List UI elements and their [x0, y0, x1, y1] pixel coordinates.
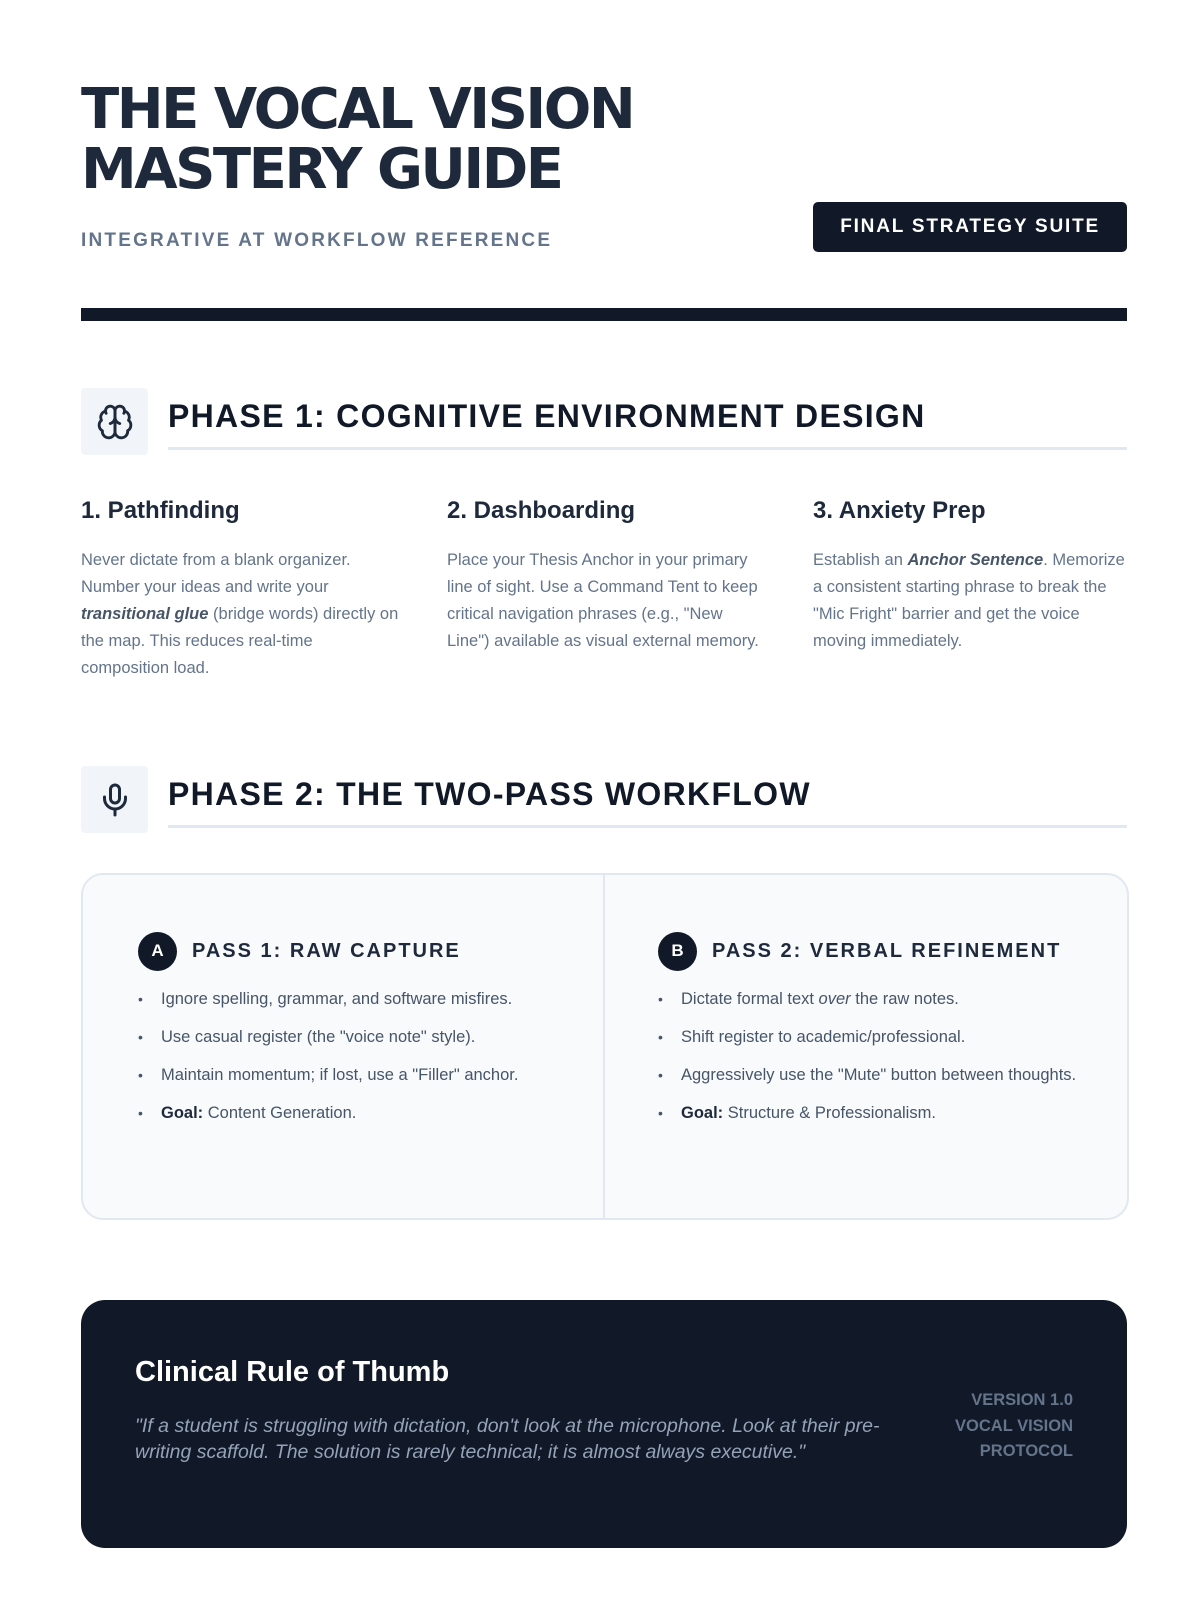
pass-2-header — [658, 931, 1078, 971]
pathfinding-heading: 1. Pathfinding — [81, 497, 240, 524]
microphone-icon — [81, 766, 148, 833]
two-pass-workflow-card — [81, 873, 1129, 1220]
page-subtitle: INTEGRATIVE AT WORKFLOW REFERENCE — [81, 230, 553, 251]
list-item — [138, 1101, 558, 1126]
pass-1-panel — [138, 931, 558, 1139]
list-item-emphasis: over — [818, 990, 851, 1008]
goal-label: Goal: — [681, 1104, 724, 1122]
header-divider — [81, 308, 1127, 321]
goal-label: Goal: — [161, 1104, 204, 1122]
title-line-2: MASTERY GUIDE — [81, 137, 562, 202]
dashboarding-text: Place your Thesis Anchor in your primary line of sight. Use a Command Tent to keep critical navigation phrases (e.g., "New Line") available as visual external memory. — [447, 551, 759, 650]
goal-text: Content Generation. — [203, 1104, 357, 1122]
list-item — [138, 1063, 558, 1088]
list-item — [138, 987, 558, 1012]
pathfinding-text — [81, 547, 399, 682]
phase-1-underline — [168, 447, 1127, 450]
bullet-icon: • — [658, 1029, 663, 1045]
strategy-suite-badge[interactable]: FINAL STRATEGY SUITE — [813, 202, 1127, 252]
list-item-text: Shift register to academic/professional. — [681, 1028, 966, 1046]
list-item — [658, 1025, 1078, 1050]
bullet-icon: • — [658, 991, 663, 1007]
list-item-text: Maintain momentum; if lost, use a "Filler" anchor. — [161, 1066, 519, 1084]
phase-2-heading — [81, 766, 1127, 834]
version-line: VERSION 1.0 — [971, 1391, 1073, 1409]
rule-of-thumb-callout — [81, 1300, 1127, 1548]
list-item — [658, 1063, 1078, 1088]
pass-b-marker: B — [658, 932, 697, 971]
dashboarding-heading: 2. Dashboarding — [447, 497, 636, 524]
anxiety-prep-column — [813, 497, 1131, 655]
pathfinding-emphasis: transitional glue — [81, 605, 209, 623]
list-item — [138, 1025, 558, 1050]
list-item-text: Aggressively use the "Mute" button between thoughts. — [681, 1066, 1077, 1084]
phase-1-heading — [81, 388, 1127, 456]
anxiety-prep-text-part2: . Memorize a consistent starting phrase to break the "Mic Fright" barrier and get the voice moving immediately. — [813, 551, 1125, 650]
bullet-icon: • — [138, 1105, 143, 1121]
list-item-text: Use casual register (the "voice note" style). — [161, 1028, 476, 1046]
pathfinding-text-part1: Never dictate from a blank organizer. Number your ideas and write your — [81, 551, 351, 596]
bullet-icon: • — [658, 1105, 663, 1121]
workflow-divider — [603, 875, 605, 1218]
pathfinding-text-part2: (bridge words) directly on the map. This reduces real-time composition load. — [81, 605, 399, 677]
anxiety-prep-text — [813, 547, 1131, 655]
anxiety-prep-text-part1: Establish an — [813, 551, 908, 569]
phase-1-title: PHASE 1: COGNITIVE ENVIRONMENT DESIGN — [168, 398, 926, 434]
page-title — [81, 77, 1127, 202]
title-line-1: THE VOCAL VISION — [81, 77, 634, 142]
bullet-icon: • — [658, 1067, 663, 1083]
pass-a-marker: A — [138, 932, 177, 971]
header — [81, 77, 1127, 320]
pass-2-list — [658, 987, 1078, 1126]
dashboarding-column — [447, 497, 765, 655]
version-label — [913, 1388, 1073, 1465]
callout-title: Clinical Rule of Thumb — [135, 1356, 450, 1388]
version-line: VOCAL VISION — [955, 1416, 1073, 1435]
goal-text: Structure & Professionalism. — [723, 1104, 936, 1122]
pass-2-title: PASS 2: VERBAL REFINEMENT — [712, 939, 1062, 962]
list-item — [658, 1101, 1078, 1126]
anxiety-prep-emphasis: Anchor Sentence — [907, 551, 1044, 569]
version-line: PROTOCOL — [979, 1442, 1073, 1460]
bullet-icon: • — [138, 1029, 143, 1045]
list-item-text: the raw notes. — [850, 990, 959, 1008]
list-item-text: Dictate formal text — [681, 990, 819, 1008]
bullet-icon: • — [138, 991, 143, 1007]
pass-1-header — [138, 931, 558, 971]
callout-quote: "If a student is struggling with dictation, don't look at the microphone. Look at their pre-writing scaffold. The solution is rarely technical; it is almost always executive." — [135, 1415, 880, 1463]
pass-2-panel — [658, 931, 1078, 1139]
bullet-icon: • — [138, 1067, 143, 1083]
phase-2-title: PHASE 2: THE TWO-PASS WORKFLOW — [168, 776, 811, 812]
anxiety-prep-heading: 3. Anxiety Prep — [813, 497, 986, 524]
phase-2-underline — [168, 825, 1127, 828]
pathfinding-column — [81, 497, 399, 682]
list-item-text: Ignore spelling, grammar, and software misfires. — [161, 990, 513, 1008]
phase-1-columns — [81, 497, 1127, 697]
list-item — [658, 987, 1078, 1012]
pass-1-title: PASS 1: RAW CAPTURE — [192, 939, 461, 962]
brain-icon — [81, 388, 148, 455]
pass-1-list — [138, 987, 558, 1126]
